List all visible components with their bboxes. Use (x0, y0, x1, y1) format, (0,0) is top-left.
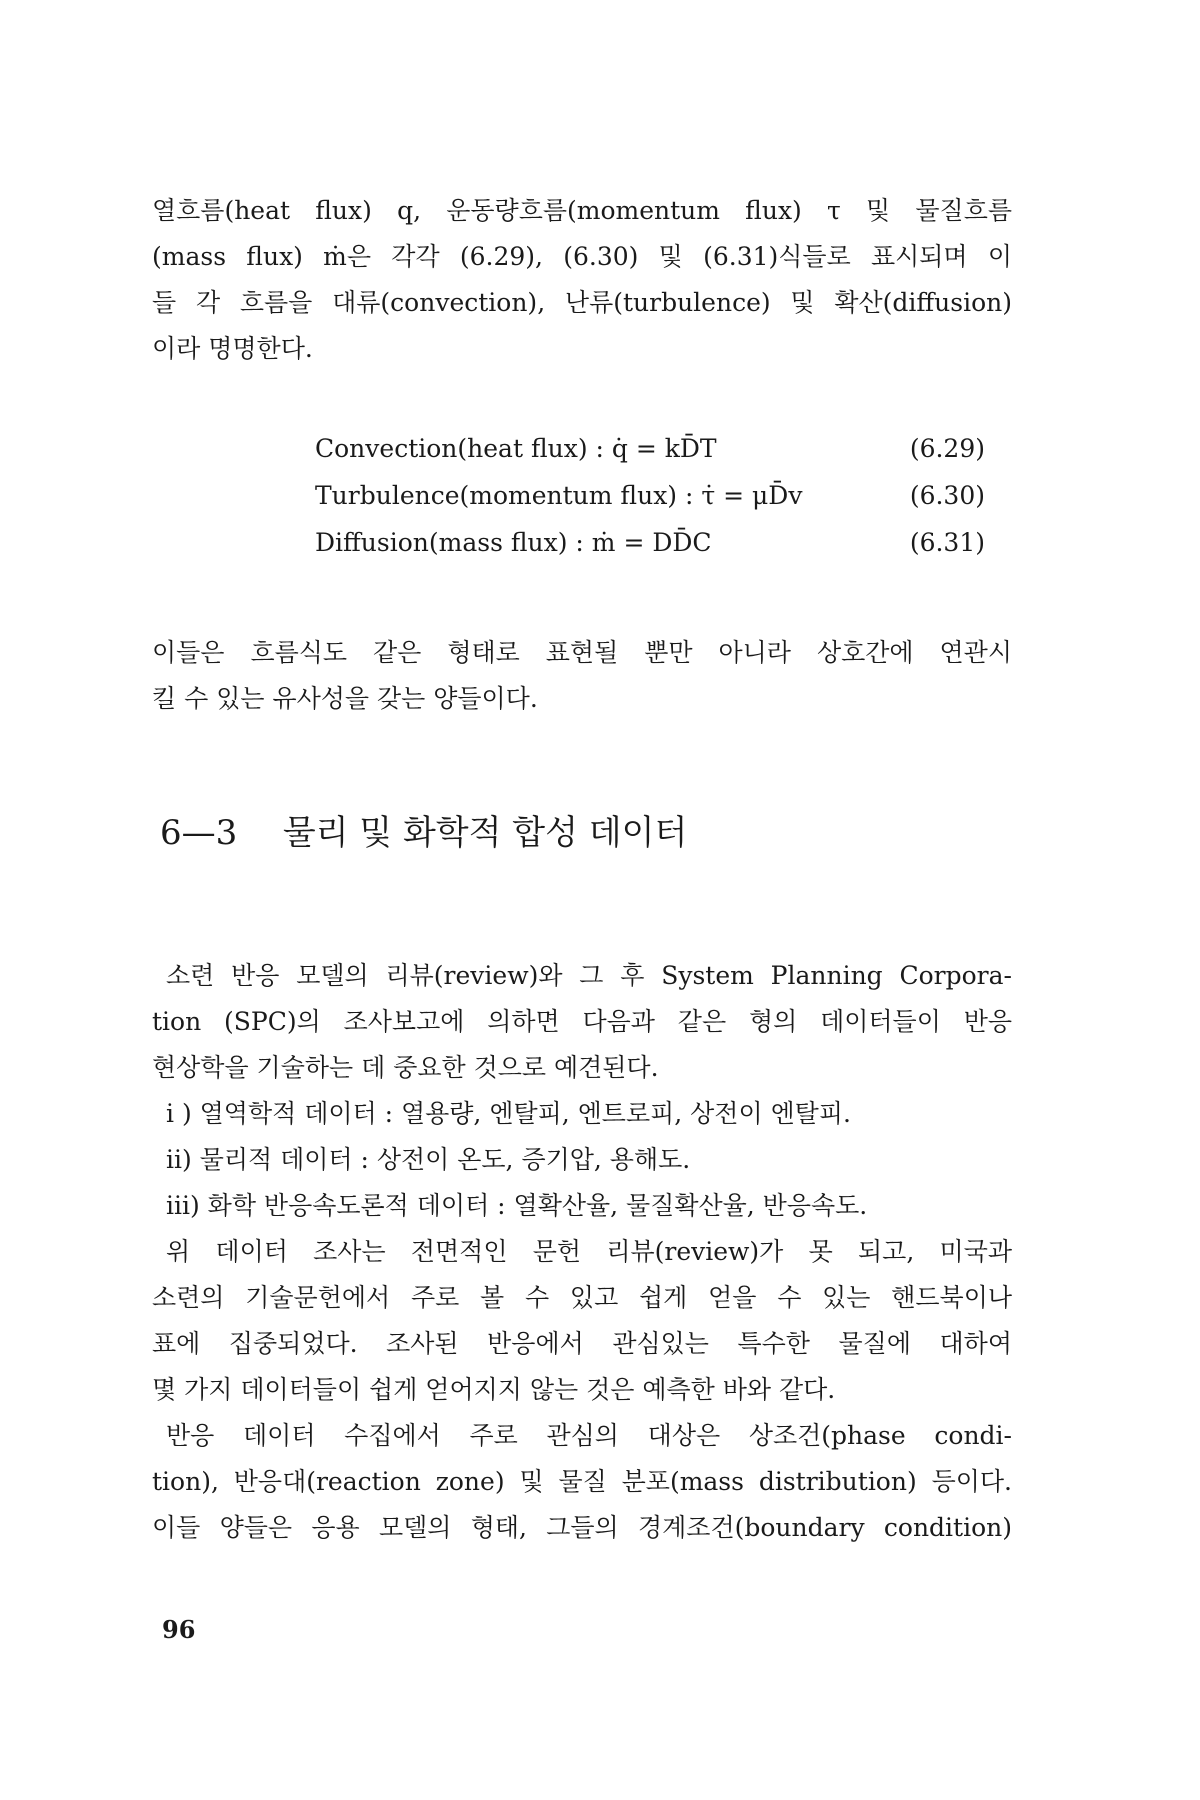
text-line: 소련의 기술문헌에서 주로 볼 수 있고 쉽게 얻을 수 있는 핸드북이나 (152, 1283, 1012, 1312)
equation-number: (6.29) (909, 434, 985, 463)
text-line: 표에 집중되었다. 조사된 반응에서 관심있는 특수한 물질에 대하여 (152, 1329, 1012, 1358)
paragraph-flux-definitions (152, 188, 1012, 372)
equation-text: Convection(heat flux) : q̇ = kD̄T (315, 434, 717, 463)
text-line: 소련 반응 모델의 리뷰(review)와 그 후 System Planning Corpora- (166, 961, 1012, 990)
text-line: (mass flux) ṁ은 각각 (6.29), (6.30) 및 (6.31)식들로 표시되며 이 (152, 242, 1012, 271)
text-line: 이라 명명한다. (152, 334, 313, 363)
text-line: 위 데이터 조사는 전면적인 문헌 리뷰(review)가 못 되고, 미국과 (166, 1237, 1012, 1266)
page-number: 96 (162, 1615, 196, 1644)
text-line: 이들은 흐름식도 같은 형태로 표현될 뿐만 아니라 상호간에 연관시 (152, 638, 1012, 667)
list-item: iii) 화학 반응속도론적 데이터 : 열확산율, 물질확산율, 반응속도. (166, 1191, 868, 1220)
section-title: 물리 및 화학적 합성 데이터 (282, 813, 688, 853)
list-item: ii) 물리적 데이터 : 상전이 온도, 증기압, 용해도. (166, 1145, 691, 1174)
list-item: i ) 열역학적 데이터 : 열용량, 엔탈피, 엔트로피, 상전이 엔탈피. (166, 1099, 851, 1128)
equation-turbulence (315, 472, 985, 519)
equation-convection (315, 425, 985, 472)
text-line: 열흐름(heat flux) q, 운동량흐름(momentum flux) τ 및 물질흐름 (152, 196, 1012, 225)
section-heading (160, 808, 960, 858)
text-line: 킬 수 있는 유사성을 갖는 양들이다. (152, 684, 538, 713)
text-line: 현상학을 기술하는 데 중요한 것으로 예견된다. (152, 1053, 659, 1082)
text-line: tion (SPC)의 조사보고에 의하면 다음과 같은 형의 데이터들이 반응 (152, 1007, 1012, 1036)
equation-text: Diffusion(mass flux) : ṁ = DD̄C (315, 528, 712, 557)
equation-number: (6.30) (909, 481, 985, 510)
equation-number: (6.31) (909, 528, 985, 557)
paragraph-similarity (152, 630, 1012, 722)
equation-diffusion (315, 519, 985, 566)
equation-text: Turbulence(momentum flux) : τ̇ = μD̄v (315, 481, 803, 510)
text-line: 들 각 흐름을 대류(convection), 난류(turbulence) 및 확산(diffusion) (152, 288, 1012, 317)
text-line: 몇 가지 데이터들이 쉽게 얻어지지 않는 것은 예측한 바와 같다. (152, 1375, 836, 1404)
paragraph-synthesis-data (152, 953, 1012, 1551)
equation-block (315, 425, 985, 566)
section-number: 6—3 (160, 813, 238, 853)
text-line: 이들 양들은 응용 모델의 형태, 그들의 경계조건(boundary condition) (152, 1513, 1012, 1542)
text-line: 반응 데이터 수집에서 주로 관심의 대상은 상조건(phase condi- (166, 1421, 1012, 1450)
text-line: tion), 반응대(reaction zone) 및 물질 분포(mass distribution) 등이다. (152, 1467, 1012, 1496)
